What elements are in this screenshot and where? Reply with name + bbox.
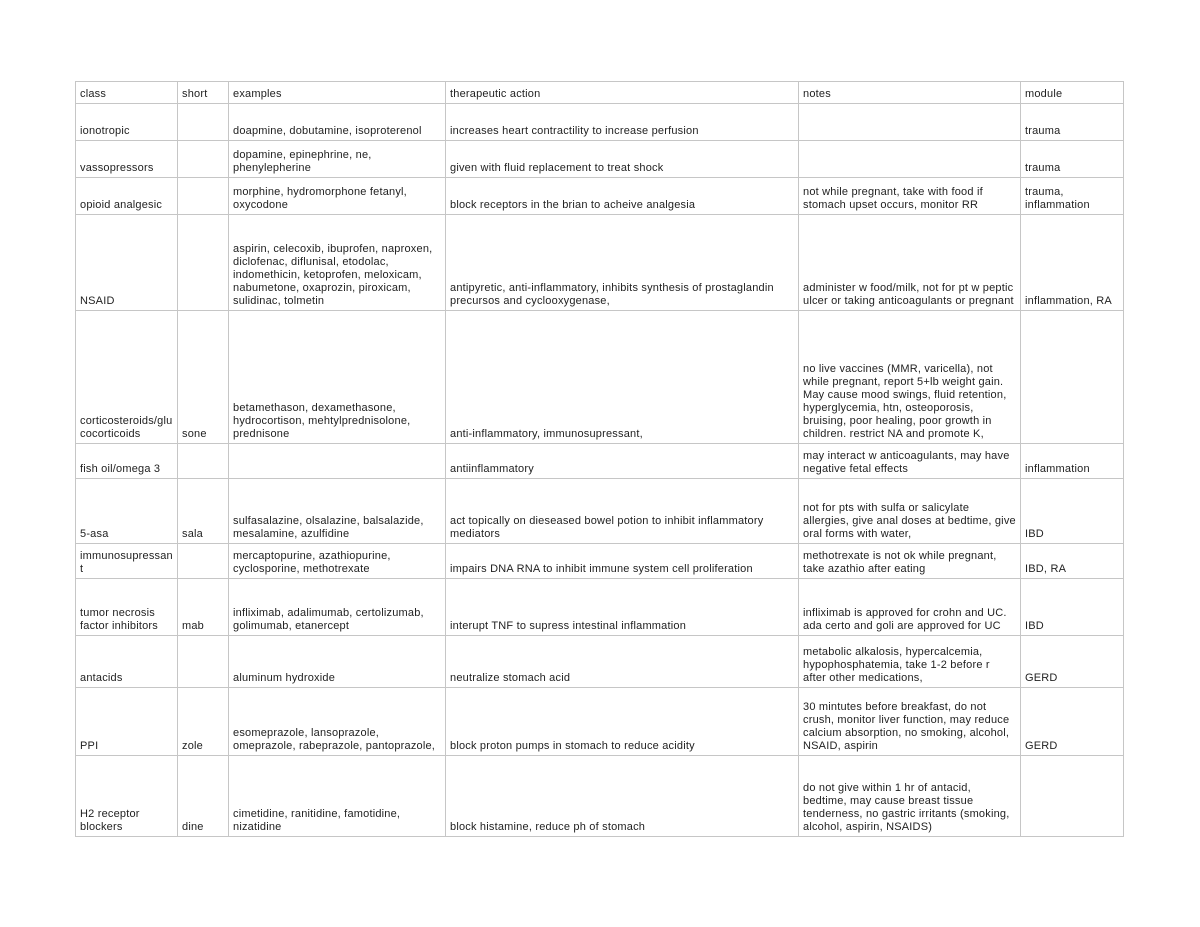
- table-row: [76, 544, 1124, 579]
- cell-notes: metabolic alkalosis, hypercalcemia, hypophosphatemia, take 1-2 before r after other medications,: [799, 636, 1021, 688]
- cell-examples: aspirin, celecoxib, ibuprofen, naproxen, diclofenac, diflunisal, etodolac, indomethicin, ketoprofen, meloxicam, nabumetone, oxaprozin, piroxicam, sulidinac, tolmetin: [229, 215, 446, 311]
- cell-module: IBD: [1021, 579, 1124, 636]
- cell-short: sone: [178, 311, 229, 444]
- cell-action: block histamine, reduce ph of stomach: [446, 756, 799, 837]
- cell-examples: mercaptopurine, azathiopurine, cyclosporine, methotrexate: [229, 544, 446, 579]
- cell-notes: do not give within 1 hr of antacid, bedtime, may cause breast tissue tenderness, no gastric irritants (smoking, alcohol, aspirin, NSAIDS): [799, 756, 1021, 837]
- cell-notes: not for pts with sulfa or salicylate allergies, give anal doses at bedtime, give oral forms with water,: [799, 479, 1021, 544]
- cell-class: 5-asa: [76, 479, 178, 544]
- cell-short: [178, 636, 229, 688]
- cell-module: trauma: [1021, 104, 1124, 141]
- cell-notes: no live vaccines (MMR, varicella), not while pregnant, report 5+lb weight gain. May cause mood swings, fluid retention, hyperglycemia, htn, osteoporosis, bruising, poor healing, poor growth in children. restrict NA and promote K,: [799, 311, 1021, 444]
- column-header-module: module: [1021, 82, 1124, 104]
- cell-class: antacids: [76, 636, 178, 688]
- cell-short: [178, 141, 229, 178]
- table-row: [76, 579, 1124, 636]
- table-row: [76, 479, 1124, 544]
- cell-action: interupt TNF to supress intestinal inflammation: [446, 579, 799, 636]
- cell-examples: sulfasalazine, olsalazine, balsalazide, mesalamine, azulfidine: [229, 479, 446, 544]
- cell-module: [1021, 756, 1124, 837]
- cell-action: given with fluid replacement to treat shock: [446, 141, 799, 178]
- table-row: [76, 104, 1124, 141]
- header-row: [76, 82, 1124, 104]
- cell-action: act topically on dieseased bowel potion to inhibit inflammatory mediators: [446, 479, 799, 544]
- cell-action: block receptors in the brian to acheive analgesia: [446, 178, 799, 215]
- cell-examples: betamethason, dexamethasone, hydrocortison, mehtylprednisolone, prednisone: [229, 311, 446, 444]
- table-row: [76, 215, 1124, 311]
- cell-examples: cimetidine, ranitidine, famotidine, nizatidine: [229, 756, 446, 837]
- cell-notes: not while pregnant, take with food if stomach upset occurs, monitor RR: [799, 178, 1021, 215]
- cell-examples: infliximab, adalimumab, certolizumab, golimumab, etanercept: [229, 579, 446, 636]
- cell-class: NSAID: [76, 215, 178, 311]
- cell-class: vassopressors: [76, 141, 178, 178]
- cell-action: impairs DNA RNA to inhibit immune system cell proliferation: [446, 544, 799, 579]
- cell-module: IBD: [1021, 479, 1124, 544]
- cell-short: [178, 215, 229, 311]
- cell-short: dine: [178, 756, 229, 837]
- cell-class: immunosupressant: [76, 544, 178, 579]
- cell-class: H2 receptor blockers: [76, 756, 178, 837]
- cell-short: sala: [178, 479, 229, 544]
- cell-class: PPI: [76, 688, 178, 756]
- cell-examples: esomeprazole, lansoprazole, omeprazole, rabeprazole, pantoprazole,: [229, 688, 446, 756]
- table-row: [76, 178, 1124, 215]
- cell-action: neutralize stomach acid: [446, 636, 799, 688]
- cell-examples: morphine, hydromorphone fetanyl, oxycodone: [229, 178, 446, 215]
- cell-notes: [799, 141, 1021, 178]
- table-row: [76, 756, 1124, 837]
- table-row: [76, 688, 1124, 756]
- cell-action: increases heart contractility to increase perfusion: [446, 104, 799, 141]
- cell-examples: aluminum hydroxide: [229, 636, 446, 688]
- cell-action: block proton pumps in stomach to reduce acidity: [446, 688, 799, 756]
- cell-examples: [229, 444, 446, 479]
- column-header-notes: notes: [799, 82, 1021, 104]
- cell-short: [178, 544, 229, 579]
- cell-short: mab: [178, 579, 229, 636]
- column-header-examples: examples: [229, 82, 446, 104]
- cell-class: corticosteroids/glucocorticoids: [76, 311, 178, 444]
- table-row: [76, 141, 1124, 178]
- table-row: [76, 636, 1124, 688]
- medication-table: [75, 81, 1124, 837]
- cell-module: inflammation, RA: [1021, 215, 1124, 311]
- cell-module: trauma: [1021, 141, 1124, 178]
- table-row: [76, 444, 1124, 479]
- cell-class: opioid analgesic: [76, 178, 178, 215]
- column-header-short: short: [178, 82, 229, 104]
- cell-examples: dopamine, epinephrine, ne, phenylepherine: [229, 141, 446, 178]
- cell-notes: methotrexate is not ok while pregnant, take azathio after eating: [799, 544, 1021, 579]
- cell-notes: may interact w anticoagulants, may have negative fetal effects: [799, 444, 1021, 479]
- cell-module: IBD, RA: [1021, 544, 1124, 579]
- cell-short: [178, 444, 229, 479]
- cell-notes: infliximab is approved for crohn and UC. ada certo and goli are approved for UC: [799, 579, 1021, 636]
- cell-short: [178, 178, 229, 215]
- cell-module: GERD: [1021, 636, 1124, 688]
- cell-short: [178, 104, 229, 141]
- cell-notes: administer w food/milk, not for pt w peptic ulcer or taking anticoagulants or pregnant: [799, 215, 1021, 311]
- cell-short: zole: [178, 688, 229, 756]
- cell-examples: doapmine, dobutamine, isoproterenol: [229, 104, 446, 141]
- cell-module: GERD: [1021, 688, 1124, 756]
- cell-module: [1021, 311, 1124, 444]
- column-header-class: class: [76, 82, 178, 104]
- cell-module: trauma, inflammation: [1021, 178, 1124, 215]
- cell-action: antipyretic, anti-inflammatory, inhibits synthesis of prostaglandin precursos and cyclooxygenase,: [446, 215, 799, 311]
- cell-class: fish oil/omega 3: [76, 444, 178, 479]
- table-row: [76, 311, 1124, 444]
- cell-notes: [799, 104, 1021, 141]
- cell-class: ionotropic: [76, 104, 178, 141]
- cell-module: inflammation: [1021, 444, 1124, 479]
- cell-class: tumor necrosis factor inhibitors: [76, 579, 178, 636]
- cell-action: antiinflammatory: [446, 444, 799, 479]
- cell-action: anti-inflammatory, immunosupressant,: [446, 311, 799, 444]
- column-header-therapeutic-action: therapeutic action: [446, 82, 799, 104]
- cell-notes: 30 mintutes before breakfast, do not crush, monitor liver function, may reduce calcium absorption, no smoking, alcohol, NSAID, aspirin: [799, 688, 1021, 756]
